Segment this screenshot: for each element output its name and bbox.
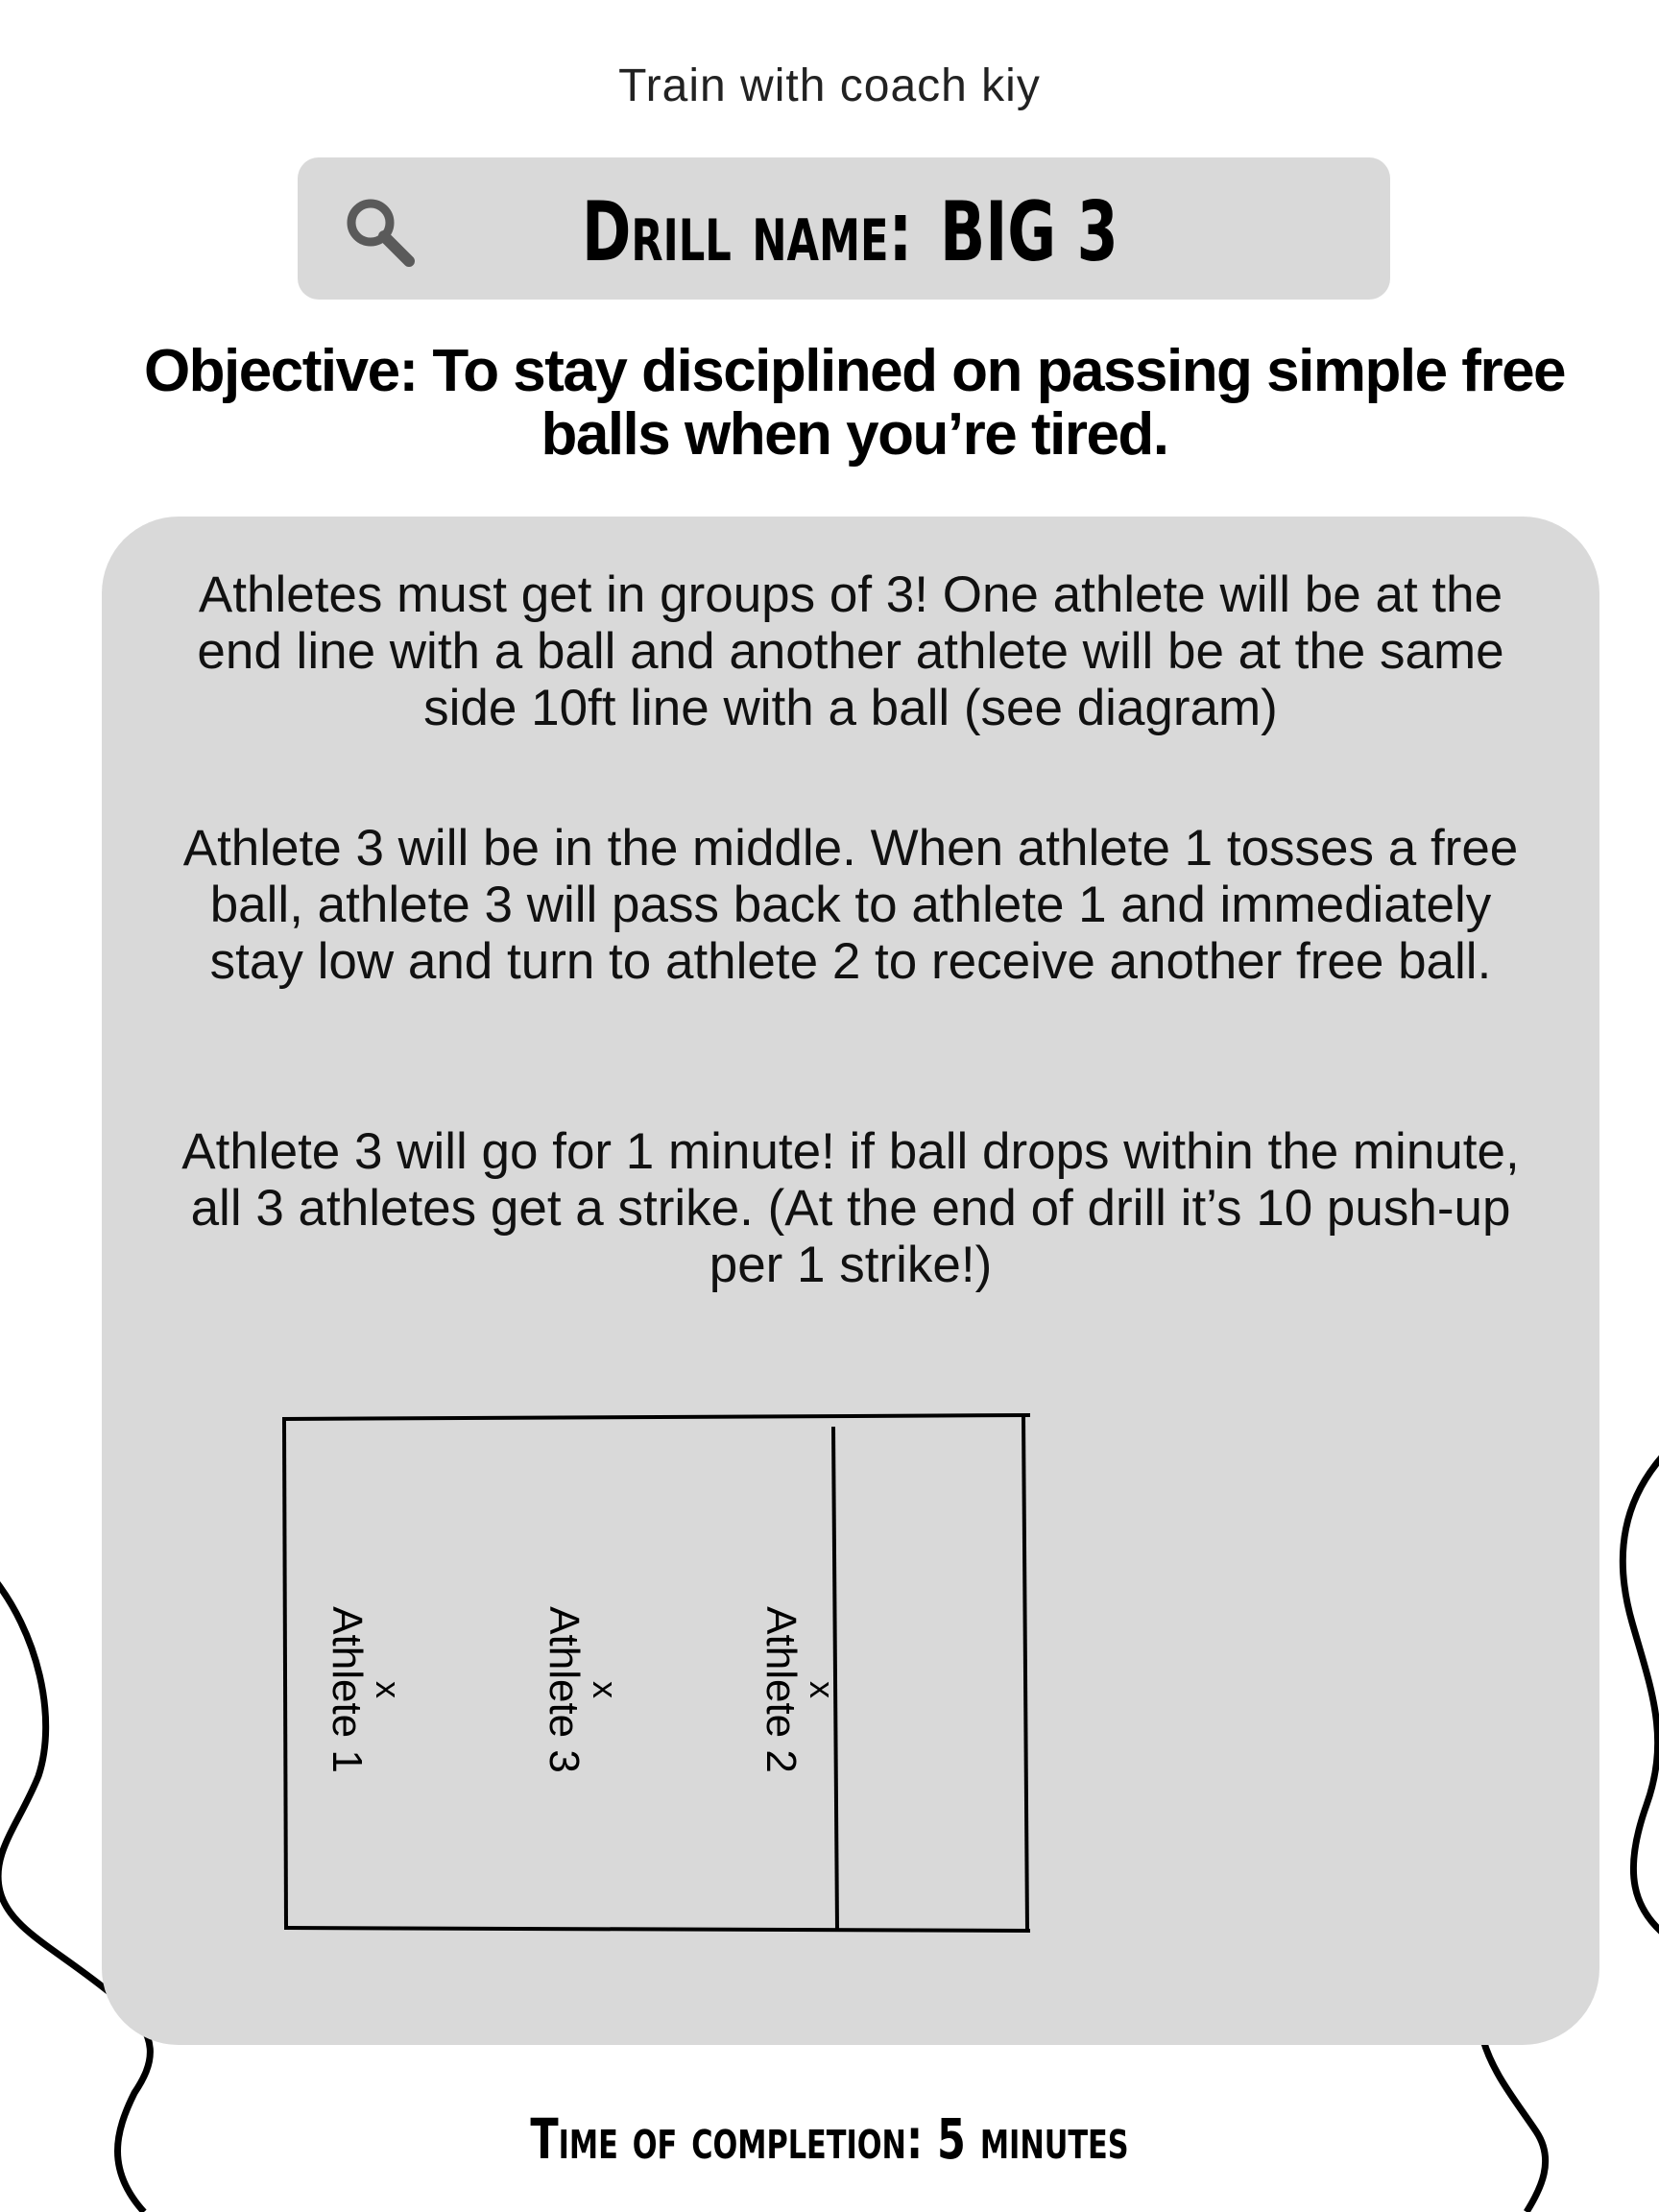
court-net-line xyxy=(1023,1415,1027,1932)
athlete-1-x: x xyxy=(369,1681,408,1698)
instruction-paragraph-3: Athlete 3 will go for 1 minute! if ball drops within the minute, all 3 athletes get a strike. (At the end of drill it’s 10 push-up per 1 strike!) xyxy=(181,1123,1520,1293)
instruction-paragraph-1: Athletes must get in groups of 3! One athlete will be at the end line with a ball and another athlete will be at the same side 10ft line with a ball (see diagram) xyxy=(197,566,1504,736)
drill-name-label: Drill name: xyxy=(582,184,913,280)
athlete-2-marker xyxy=(753,1584,842,1795)
athlete-3-marker xyxy=(536,1584,625,1795)
athlete-3-label: Athlete 3 xyxy=(541,1606,588,1773)
athlete-1-label: Athlete 1 xyxy=(324,1606,371,1773)
athlete-1-marker xyxy=(319,1584,408,1795)
athlete-2-x: x xyxy=(803,1681,842,1698)
court-bottom-line xyxy=(284,1928,1030,1931)
court-top-line xyxy=(282,1415,1030,1419)
instruction-paragraph-2: Athlete 3 will be in the middle. When athlete 1 tosses a free ball, athlete 3 will pass back to athlete 1 and immediately stay low and turn to athlete 2 to receive another free ball. xyxy=(182,820,1519,990)
brand-title: Train with coach kiy xyxy=(618,60,1041,111)
completion-time: Time of completion: 5 minutes xyxy=(530,2106,1129,2172)
court-end-line xyxy=(284,1421,286,1928)
drill-name-value: BIG 3 xyxy=(940,184,1118,280)
athlete-3-x: x xyxy=(586,1681,625,1698)
objective-text: Objective: To stay disciplined on passing simple free balls when you’re tired. xyxy=(143,338,1566,468)
athlete-2-label: Athlete 2 xyxy=(757,1606,805,1773)
